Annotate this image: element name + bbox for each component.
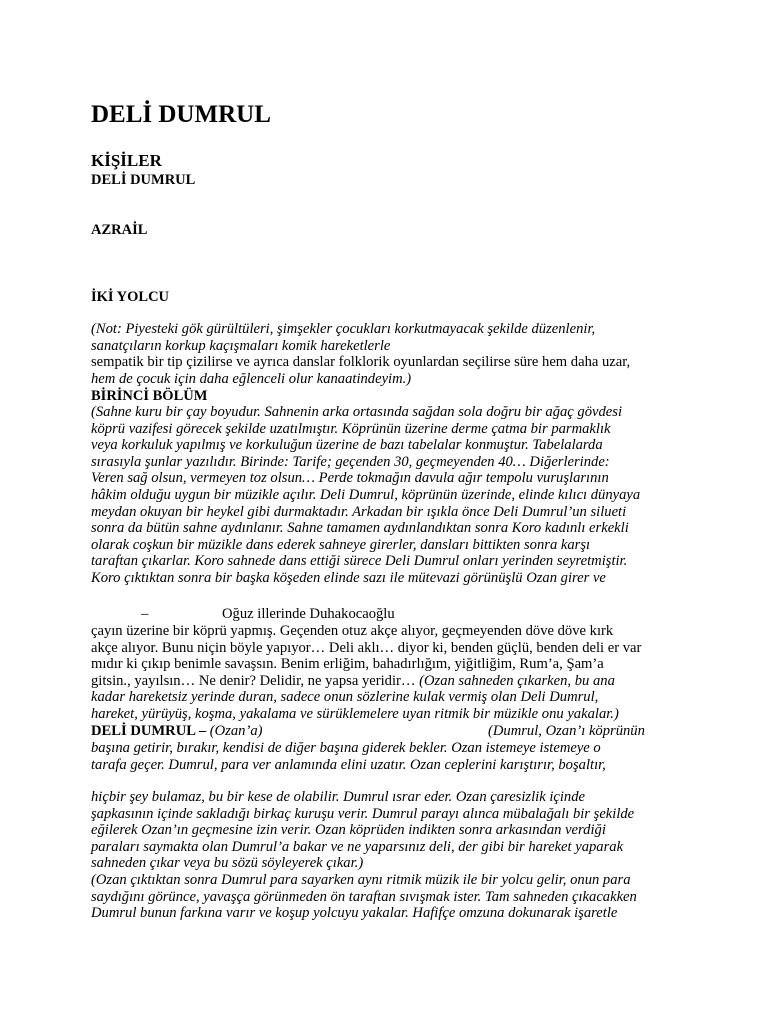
stage-line: (Sahne kuru bir çay boyudur. Sahnenin arka ortasında sağdan sola doğru bir ağaç gövdesi xyxy=(91,404,623,420)
stage-line: Koro çıktıktan sonra bir başka köşeden elinde sazı ile mütevazi görünüşlü Ozan girer ve xyxy=(91,569,606,586)
speech-line: çayın üzerine bir köprü yapmış. Geçenden otuz akçe alıyor, geçmeyenden döve döve kırk xyxy=(91,623,614,639)
stage-line: sahneden çıkar veya bu sözü söyleyerek çıkar.) xyxy=(91,855,364,872)
speaker-name: DELİ DUMRUL – xyxy=(91,723,210,739)
dumrul-speaker-line xyxy=(91,723,263,740)
stage-line: hiçbir şey bulamaz, bu bir kese de olabilir. Dumrul ısrar eder. Ozan çaresizlik içinde xyxy=(91,789,585,805)
stage-direction-inline: (Ozan sahneden çıkarken, bu ana xyxy=(419,672,615,689)
stage-line: taraftan çıkarlar. Koro sahnede dans ettiği sürece Deli Dumrul onları yerinden seyretmiştir. xyxy=(91,553,628,570)
stage-line: hâkim olduğu uygun bir müzikle açılır. Deli Dumrul, köprünün üzerinde, elinde kılıcı dünyaya xyxy=(91,486,641,503)
stage-line: Dumrul bunun farkına varır ve koşup yolcuyu yakalar. Hafifçe omzuna dokunarak işaretle xyxy=(91,905,618,922)
stage-line: kadar hareketsiz yerinde duran, sadece onun sözlerine kulak vermiş olan Deli Dumrul, xyxy=(91,689,599,706)
character-deli-dumrul: DELİ DUMRUL xyxy=(91,172,196,188)
ozan-speech xyxy=(91,623,681,723)
speech-line: akçe alıyor. Bunu niçin böyle yapıyor… Deli aklı… diyor ki, benden güçlü, benden deli er var xyxy=(91,639,642,656)
stage-line: olarak coşkun bir müzikle dans ederek sahneye girerler, dansları bittikten sonra karşı xyxy=(91,536,591,553)
section-heading: BİRİNCİ BÖLÜM xyxy=(91,388,208,404)
note-line: sempatik bir tip çizilirse ve ayrıca danslar folklorik oyunlardan seçilirse süre hem daha uzar, xyxy=(91,354,631,371)
character-azrail: AZRAİL xyxy=(91,222,148,238)
stage-line: sonra da bütün sahne aydınlanır. Sahne tamamen aydınlandıktan sonra Koro kadınlı erkekli xyxy=(91,520,629,537)
speech-text: gitsin., yayılsın… Ne denir? Delidir, ne yapsa yeridir… xyxy=(91,672,420,689)
note-line: hem de çocuk için daha eğlenceli olur kanaatindeyim.) xyxy=(91,370,412,387)
author-note xyxy=(91,321,681,387)
stage-line: köprü vazifesi görecek şekilde uzatılmıştır. Köprünün üzerine derme çatma bir parmaklık xyxy=(91,420,611,437)
document-title: DELİ DUMRUL xyxy=(91,101,271,128)
stage-line: veya korkuluk yapılmış ve korkuluğun üzerine de bazı tabelalar konmuştur. Tabelalarda xyxy=(91,437,603,454)
addressee: (Ozan’a) xyxy=(209,723,263,739)
stage-direction-right: (Dumrul, Ozan’ı köprünün xyxy=(488,723,645,739)
speech-line: mıdır ki çıkıp benimle savaşsın. Benim erliğim, bahadırlığım, yiğitliğim, Rum’a, Şam’a xyxy=(91,656,604,673)
speech-line-mixed xyxy=(91,673,681,690)
stage-line: başına getirir, bırakır, kendisi de diğer başına giderek bekler. Ozan istemeye istemeye o xyxy=(91,740,601,756)
stage-line: eğilerek Ozan’ın geçmesine izin verir. Ozan köprüden indikten sonra arkasından verdiği xyxy=(91,822,606,839)
note-line: sanatçıların korkup kaçışmaları komik hareketlerle xyxy=(91,337,391,354)
dumrul-stage-direction xyxy=(91,740,681,773)
stage-line: sırasıyla şunlar yazılıdır. Birinde: Tarife; geçenden 30, geçmeyenden 40… Diğerlerinde: xyxy=(91,453,610,470)
stage-direction-opening xyxy=(91,404,681,587)
stage-line: paraları saymakta olan Dumrul’a bakar ve ne yaparsınız deli, der gibi bir hareket yaparak xyxy=(91,838,624,855)
stage-line: Veren sağ olsun, vermeyen toz olsun… Perde tokmağın davula ağır tempolu vuruşlarının xyxy=(91,470,609,487)
note-line: (Not: Piyesteki gök gürültüleri, şimşekler çocukları korkutmayacak şekilde düzenlenir, xyxy=(91,321,596,337)
character-iki-yolcu: İKİ YOLCU xyxy=(91,289,170,305)
stage-direction-continued xyxy=(91,789,681,922)
stage-line: meydan okuyan bir heykel gibi durmaktadır. Arkadan bir ışıkla önce Deli Dumrul’un silueti xyxy=(91,503,627,520)
ozan-first-line: Oğuz illerinde Duhakocaoğlu xyxy=(222,606,395,622)
stage-line: şapkasının içinde sakladığı birkaç kuruşu verir. Dumrul parayı alınca mübalağalı bir şekilde xyxy=(91,805,635,822)
stage-line: hareket, yürüyüş, koşma, yakalama ve sürüklemelere uyan ritmik bir müzikle onu yakalar.) xyxy=(91,705,619,722)
stage-line: tarafa geçer. Dumrul, para ver anlamında elini uzatır. Ozan ceplerini karıştırır, boşaltır, xyxy=(91,756,606,773)
ozan-dash: – xyxy=(141,606,149,622)
stage-line: saydığını görünce, yavaşça görünmeden ön taraftan sıvışmak ister. Tam sahneden çıkacakken xyxy=(91,888,637,905)
stage-line: (Ozan çıktıktan sonra Dumrul para sayarken aynı ritmik müzik ile bir yolcu gelir, onun para xyxy=(91,871,631,888)
characters-heading: KİŞİLER xyxy=(91,151,162,170)
